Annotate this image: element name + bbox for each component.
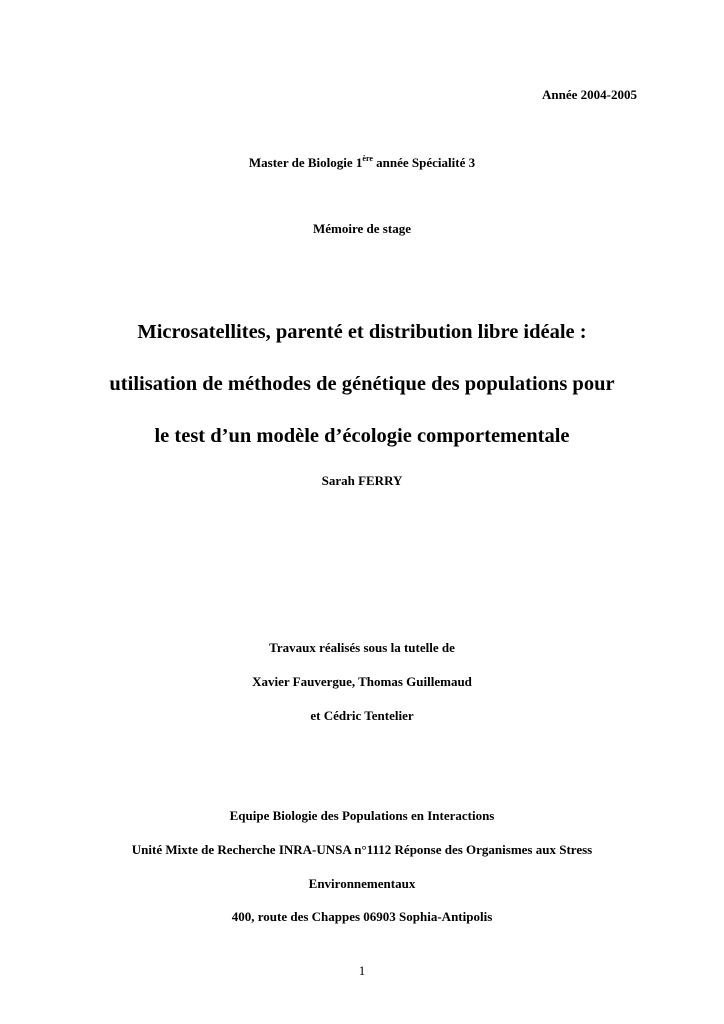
title-line-2: utilisation de méthodes de génétique des populations pour [109,373,615,395]
unit-line-2: Environnementaux [308,876,416,891]
supervisors-line-1: Xavier Fauvergue, Thomas Guillemaud [252,674,472,689]
supervisors-line-2: et Cédric Tentelier [310,708,414,723]
author-name: Sarah FERRY [321,473,403,488]
academic-year: Année 2004-2005 [542,87,637,102]
address-line: 400, route des Chappes 06903 Sophia-Antipolis [231,909,493,924]
program-line [0,155,724,171]
title-line-1: Microsatellites, parenté et distribution libre idéale : [137,321,587,343]
title-line-3: le test d’un modèle d’écologie comportementale [154,425,570,447]
program-suffix: année Spécialité 3 [372,155,476,170]
page-number: 1 [358,963,366,978]
supervision-intro: Travaux réalisés sous la tutelle de [269,640,455,655]
program-prefix: Master de Biologie 1 [248,155,363,170]
program-superscript: ère [362,154,373,163]
document-type: Mémoire de stage [313,221,411,236]
team-name: Equipe Biologie des Populations en Interactions [229,808,495,823]
unit-line-1: Unité Mixte de Recherche INRA-UNSA n°1112 Réponse des Organismes aux Stress [131,842,593,857]
